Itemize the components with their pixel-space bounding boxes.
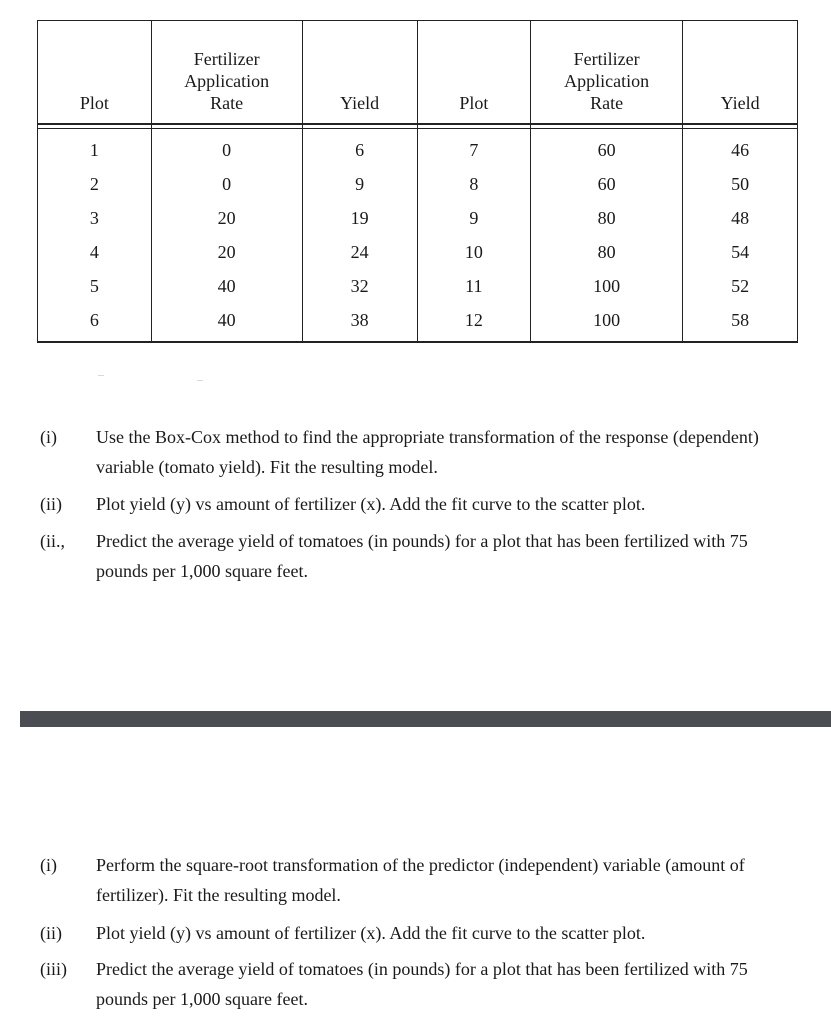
- question-number: (ii): [40, 923, 62, 943]
- question-text: Predict the average yield of tomatoes (in pounds) for a plot that has been fertilized with 75 pounds per 1,000 square feet.: [96, 959, 748, 1009]
- question-item: [0, 526, 831, 586]
- table-cell: 7: [417, 129, 531, 168]
- table-cell: 4: [38, 235, 152, 269]
- table-cell: 6: [302, 129, 417, 168]
- table-cell: 40: [151, 269, 302, 303]
- table-cell: 46: [683, 129, 798, 168]
- table-row: [38, 303, 798, 342]
- table-cell: 12: [417, 303, 531, 342]
- table-cell: 40: [151, 303, 302, 342]
- table-cell: 9: [417, 201, 531, 235]
- header-rate-1: Fertilizer Application Rate: [151, 21, 302, 125]
- question-item: [0, 850, 831, 910]
- table-cell: 52: [683, 269, 798, 303]
- table-cell: 11: [417, 269, 531, 303]
- header-plot-1: Plot: [38, 21, 152, 125]
- question-item: [0, 954, 831, 1014]
- table-cell: 54: [683, 235, 798, 269]
- table-cell: 20: [151, 201, 302, 235]
- table-cell: 9: [302, 167, 417, 201]
- table-cell: 0: [151, 129, 302, 168]
- table-cell: 19: [302, 201, 417, 235]
- table-cell: 100: [531, 269, 683, 303]
- question-number: (ii.,: [40, 531, 65, 551]
- question-number: (iii): [40, 959, 67, 979]
- table-row: [38, 167, 798, 201]
- header-plot-2: Plot: [417, 21, 531, 125]
- table-cell: 8: [417, 167, 531, 201]
- question-text: Plot yield (y) vs amount of fertilizer (x). Add the fit curve to the scatter plot.: [96, 494, 646, 514]
- fertilizer-yield-table: [37, 20, 798, 343]
- question-number: (i): [40, 427, 57, 447]
- table-row: [38, 235, 798, 269]
- question-item: [0, 489, 831, 519]
- table-cell: 100: [531, 303, 683, 342]
- table-row: [38, 129, 798, 168]
- table-cell: 58: [683, 303, 798, 342]
- header-yield-2: Yield: [683, 21, 798, 125]
- section-divider: [20, 711, 831, 727]
- table-cell: 80: [531, 201, 683, 235]
- table-cell: 10: [417, 235, 531, 269]
- table-cell: 2: [38, 167, 152, 201]
- table-cell: 20: [151, 235, 302, 269]
- table-cell: 0: [151, 167, 302, 201]
- scan-smudge: [197, 380, 203, 381]
- table-row: [38, 201, 798, 235]
- question-text: Predict the average yield of tomatoes (in pounds) for a plot that has been fertilized with 75 pounds per 1,000 square feet.: [96, 531, 748, 581]
- table-cell: 60: [531, 129, 683, 168]
- question-number: (i): [40, 855, 57, 875]
- table-row: [38, 269, 798, 303]
- question-number: (ii): [40, 494, 62, 514]
- question-item: [0, 422, 831, 482]
- question-item: [0, 918, 831, 948]
- table-cell: 3: [38, 201, 152, 235]
- table-cell: 24: [302, 235, 417, 269]
- table-cell: 6: [38, 303, 152, 342]
- table-cell: 38: [302, 303, 417, 342]
- table-cell: 50: [683, 167, 798, 201]
- table-cell: 80: [531, 235, 683, 269]
- table-cell: 48: [683, 201, 798, 235]
- question-text: Perform the square-root transformation of the predictor (independent) variable (amount of fertilizer). Fit the resulting model.: [96, 855, 745, 905]
- question-text: Plot yield (y) vs amount of fertilizer (x). Add the fit curve to the scatter plot.: [96, 923, 646, 943]
- question-text: Use the Box-Cox method to find the appropriate transformation of the response (dependent) variable (tomato yield). Fit the resulting model.: [96, 427, 759, 477]
- table-cell: 32: [302, 269, 417, 303]
- header-rate-2: Fertilizer Application Rate: [531, 21, 683, 125]
- table-cell: 60: [531, 167, 683, 201]
- table-cell: 5: [38, 269, 152, 303]
- table-cell: 1: [38, 129, 152, 168]
- scan-smudge: [98, 375, 104, 376]
- table-header-row: [38, 21, 798, 125]
- header-yield-1: Yield: [302, 21, 417, 125]
